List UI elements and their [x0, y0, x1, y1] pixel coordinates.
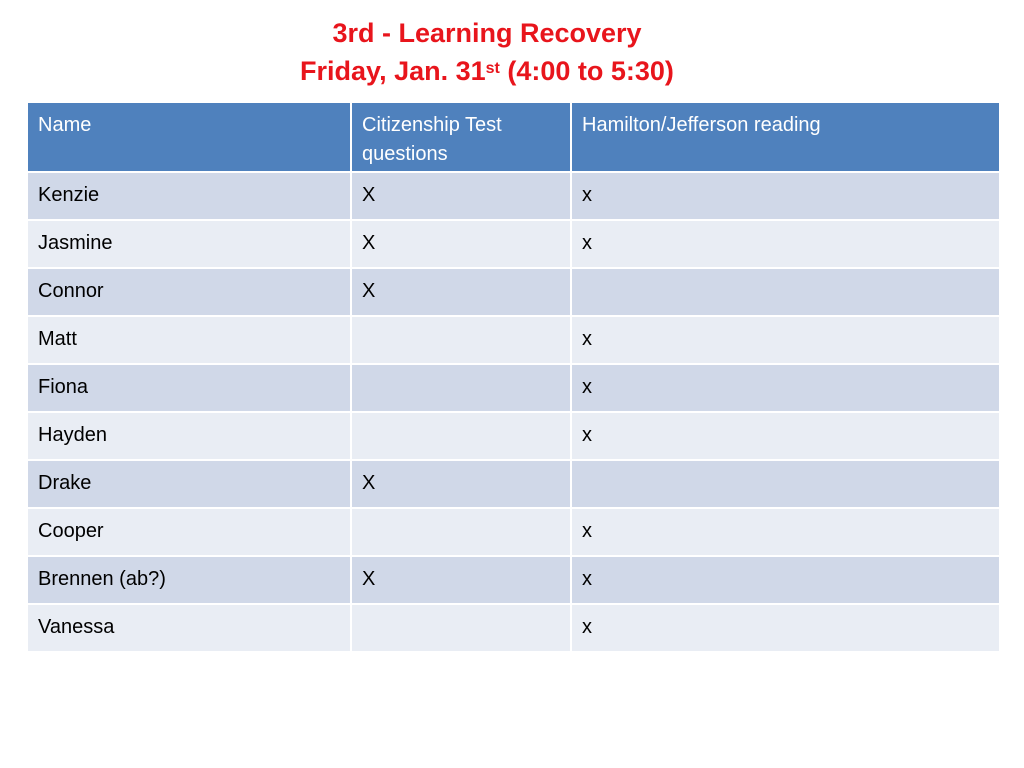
- cell-citizenship: X: [351, 172, 571, 220]
- table-row: [27, 316, 1000, 364]
- cell-reading: x: [571, 316, 1000, 364]
- title-time: (4:00 to 5:30): [499, 56, 674, 86]
- cell-citizenship: [351, 508, 571, 556]
- cell-citizenship: [351, 412, 571, 460]
- table-row: [27, 604, 1000, 652]
- title-line-1: 3rd - Learning Recovery: [332, 18, 642, 48]
- cell-name: Jasmine: [27, 220, 351, 268]
- cell-name: Drake: [27, 460, 351, 508]
- cell-name: Vanessa: [27, 604, 351, 652]
- cell-reading: x: [571, 412, 1000, 460]
- cell-name: Brennen (ab?): [27, 556, 351, 604]
- cell-name: Fiona: [27, 364, 351, 412]
- header-name: Name: [27, 102, 351, 172]
- title-date: Friday, Jan. 31: [300, 56, 486, 86]
- slide-title: [0, 14, 974, 90]
- table-row: [27, 172, 1000, 220]
- table-row: [27, 412, 1000, 460]
- cell-name: Hayden: [27, 412, 351, 460]
- cell-reading: x: [571, 172, 1000, 220]
- header-hamilton-jefferson: Hamilton/Jefferson reading: [571, 102, 1000, 172]
- cell-name: Kenzie: [27, 172, 351, 220]
- cell-reading: x: [571, 604, 1000, 652]
- table-header-row: [27, 102, 1000, 172]
- title-date-suffix: st: [485, 60, 500, 77]
- cell-name: Matt: [27, 316, 351, 364]
- cell-reading: x: [571, 556, 1000, 604]
- cell-citizenship: X: [351, 556, 571, 604]
- title-line-2: [0, 52, 974, 90]
- table-row: [27, 364, 1000, 412]
- cell-name: Cooper: [27, 508, 351, 556]
- cell-reading: x: [571, 220, 1000, 268]
- cell-name: Connor: [27, 268, 351, 316]
- cell-citizenship: [351, 604, 571, 652]
- table-row: [27, 556, 1000, 604]
- cell-citizenship: X: [351, 460, 571, 508]
- cell-reading: [571, 268, 1000, 316]
- table-row: [27, 508, 1000, 556]
- table-row: [27, 220, 1000, 268]
- cell-reading: x: [571, 508, 1000, 556]
- cell-reading: x: [571, 364, 1000, 412]
- cell-citizenship: [351, 316, 571, 364]
- table-row: [27, 460, 1000, 508]
- roster-table: [26, 101, 1001, 653]
- header-citizenship-test: Citizenship Test questions: [351, 102, 571, 172]
- cell-citizenship: X: [351, 220, 571, 268]
- cell-reading: [571, 460, 1000, 508]
- cell-citizenship: X: [351, 268, 571, 316]
- cell-citizenship: [351, 364, 571, 412]
- table-row: [27, 268, 1000, 316]
